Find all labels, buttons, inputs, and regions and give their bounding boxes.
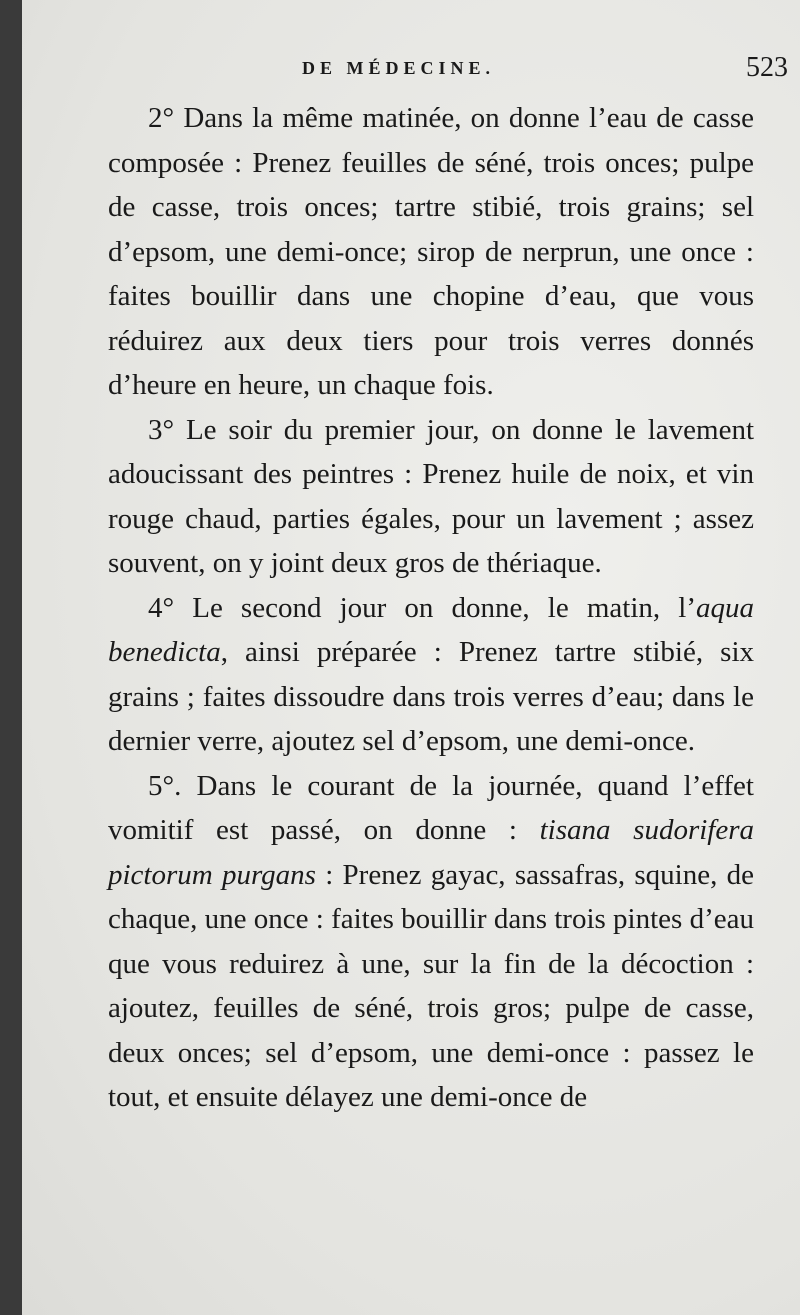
running-title: DE MÉDECINE. bbox=[302, 58, 496, 78]
latin-term: tisana sudorifera pictorum purgans bbox=[108, 814, 755, 891]
paragraph-text: , ainsi préparée : Prenez tartre stibié, six grains ; faites dissoudre dans trois verres d’eau; dans le dernier verre, ajoutez sel d’epsom, une demi-once. bbox=[108, 636, 754, 757]
paragraph-text: : Prenez gayac, sassafras, squine, de chaque, une once : faites bouillir dans trois pintes d’eau que vous reduirez à une, sur la fin de la décoction : ajoutez, feuilles de séné, trois gros; pulpe de casse, deux onces; sel d’epsom, une demi-once : passez le tout, et ensuite délayez une demi-once de bbox=[108, 858, 754, 1113]
paragraph-text: 4° Le second jour on donne, le matin, l’ bbox=[148, 591, 696, 624]
body-text bbox=[108, 96, 754, 1120]
paragraph-2 bbox=[108, 96, 754, 408]
paragraph-3 bbox=[108, 408, 754, 586]
book-page bbox=[22, 0, 800, 1315]
latin-term: aqua benedicta bbox=[108, 591, 754, 668]
page-header bbox=[22, 52, 800, 92]
paragraph-text: 5°. Dans le courant de la journée, quand l’effet vomitif est passé, on donne : bbox=[108, 769, 754, 846]
page-number: 523 bbox=[746, 52, 788, 83]
paragraph-text: 3° Le soir du premier jour, on donne le lavement adoucissant des peintres : Prenez huile de noix, et vin rouge chaud, parties égales, pour un lavement ; assez souvent, on y joint deux gros de thériaque. bbox=[108, 413, 754, 579]
paragraph-5 bbox=[108, 764, 754, 1120]
paragraph-4 bbox=[108, 586, 754, 764]
paragraph-text: 2° Dans la même matinée, on donne l’eau de casse composée : Prenez feuilles de séné, trois onces; pulpe de casse, trois onces; tartre stibié, trois grains; sel d’epsom, une demi-once; sirop de nerprun, une once : faites bouillir dans une chopine d’eau, que vous réduirez aux deux tiers pour trois verres donnés d’heure en heure, un chaque fois. bbox=[108, 102, 754, 401]
